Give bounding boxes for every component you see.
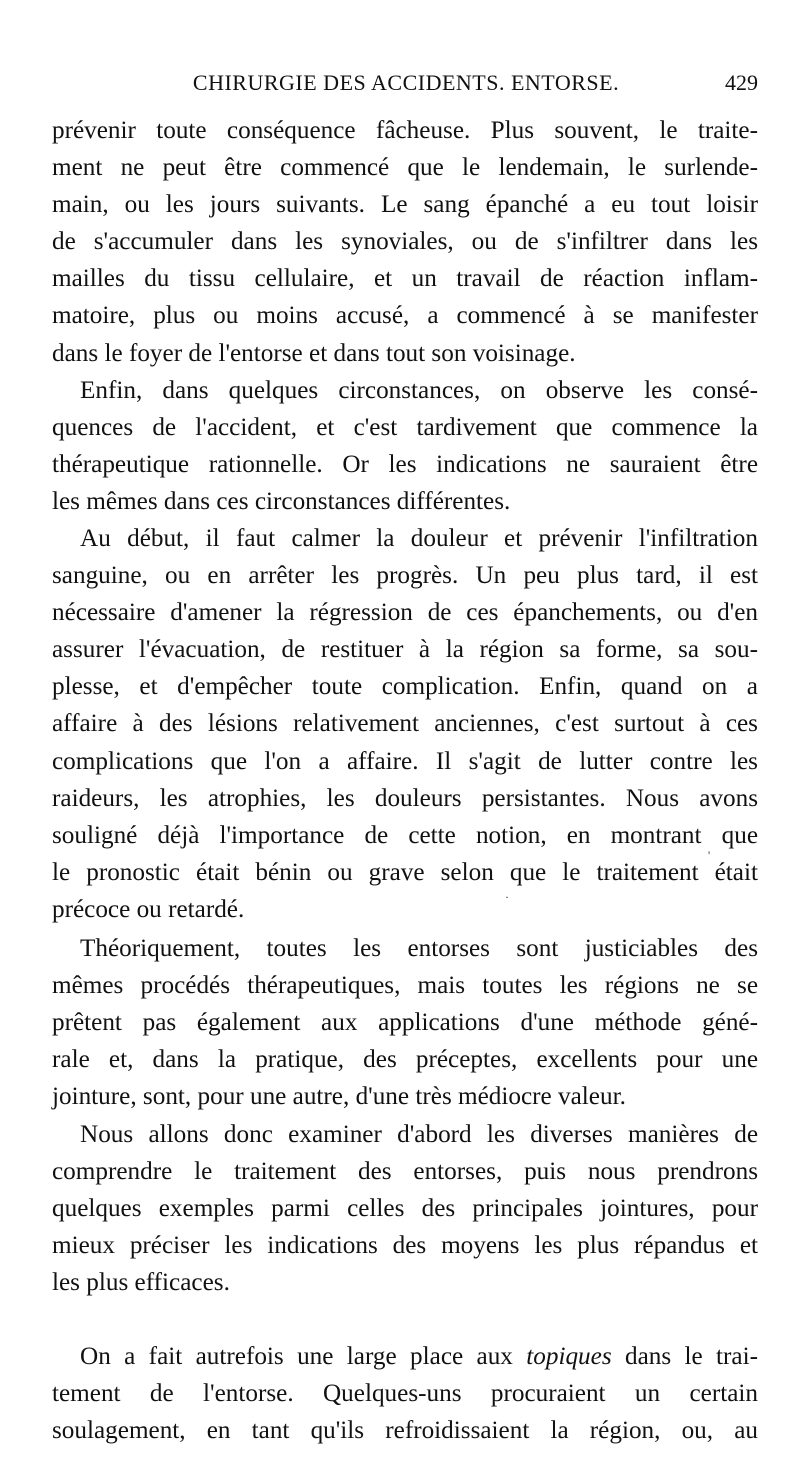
- paragraph-1: [52, 112, 758, 372]
- text-line: rale et, dans la pratique, des préceptes, excellents pour une: [52, 1046, 758, 1074]
- text-line: dans le foyer de l'entorse et dans tout son voisinage.: [52, 339, 576, 367]
- running-title: CHIRURGIE DES ACCIDENTS. ENTORSE.: [192, 70, 620, 95]
- paragraph-3: [52, 520, 758, 928]
- text-line: matoire, plus ou moins accusé, a commencé à se manifester: [52, 302, 758, 330]
- text-line: les plus efficaces.: [52, 1269, 230, 1297]
- text-line: précoce ou retardé.: [52, 895, 245, 923]
- text-line: tement de l'entorse. Quelques-uns procuraient un certain: [52, 1380, 758, 1408]
- text-line: les mêmes dans ces circonstances différentes.: [52, 488, 511, 516]
- paragraph-2: [52, 372, 758, 520]
- text-line: Enfin, dans quelques circonstances, on observe les consé-: [80, 377, 758, 404]
- italic-term: topiques: [526, 1343, 612, 1370]
- print-speck: ·: [505, 890, 509, 904]
- text-line: nécessaire d'amener la régression de ces épanchements, ou d'en: [52, 599, 758, 627]
- paragraph-4: [52, 930, 758, 1115]
- text-line: On a fait autrefois une large place aux topiques dans le trai-: [80, 1343, 758, 1370]
- text-line: main, ou les jours suivants. Le sang épanché a eu tout loisir: [52, 191, 758, 219]
- text-line: assurer l'évacuation, de restituer à la région sa forme, sa sou-: [52, 636, 758, 664]
- text-line: complications que l'on a affaire. Il s'agit de lutter contre les: [52, 747, 758, 775]
- text-line: quences de l'accident, et c'est tardivement que commence la: [52, 414, 758, 442]
- text-line: ment ne peut être commencé que le lendemain, le surlende-: [52, 154, 758, 182]
- text-line: soulagement, en tant qu'ils refroidissaient la région, ou, au: [52, 1417, 758, 1445]
- text-line: de s'accumuler dans les synoviales, ou de s'infiltrer dans les: [52, 228, 758, 256]
- text-line: Au début, il faut calmer la douleur et prévenir l'infiltration: [80, 525, 758, 552]
- text-line: prévenir toute conséquence fâcheuse. Plus souvent, le traite-: [52, 117, 758, 144]
- text-line: mêmes procédés thérapeutiques, mais toutes les régions ne se: [52, 972, 758, 1000]
- text-line: le pronostic était bénin ou grave selon que le traitement était: [52, 858, 758, 886]
- paragraph-6: [52, 1338, 758, 1449]
- running-header: [52, 70, 760, 102]
- page-number: 429: [725, 70, 758, 95]
- text-line: jointure, sont, pour une autre, d'une très médiocre valeur.: [52, 1083, 626, 1111]
- text-line: thérapeutique rationnelle. Or les indications ne sauraient être: [52, 451, 758, 479]
- text-line: sanguine, ou en arrêter les progrès. Un peu plus tard, il est: [52, 562, 758, 590]
- text-line: plesse, et d'empêcher toute complication. Enfin, quand on a: [52, 673, 758, 701]
- text-line: raideurs, les atrophies, les douleurs persistantes. Nous avons: [52, 784, 758, 812]
- paragraph-5: [52, 1116, 758, 1301]
- text-line: mailles du tissu cellulaire, et un travail de réaction inflam-: [52, 265, 758, 293]
- text-line: Théoriquement, toutes les entorses sont justiciables des: [80, 935, 758, 962]
- text-line: mieux préciser les indications des moyens les plus répandus et: [52, 1232, 758, 1260]
- text-line: Nous allons donc examiner d'abord les diverses manières de: [80, 1121, 758, 1148]
- print-speck: ': [708, 848, 711, 862]
- text-line: souligné déjà l'importance de cette notion, en montrant que: [52, 821, 758, 849]
- text-line: quelques exemples parmi celles des principales jointures, pour: [52, 1195, 758, 1223]
- text-line: comprendre le traitement des entorses, puis nous prendrons: [52, 1158, 758, 1186]
- text-line: prêtent pas également aux applications d'une méthode géné-: [52, 1009, 758, 1037]
- text-line: affaire à des lésions relativement anciennes, c'est surtout à ces: [52, 710, 758, 738]
